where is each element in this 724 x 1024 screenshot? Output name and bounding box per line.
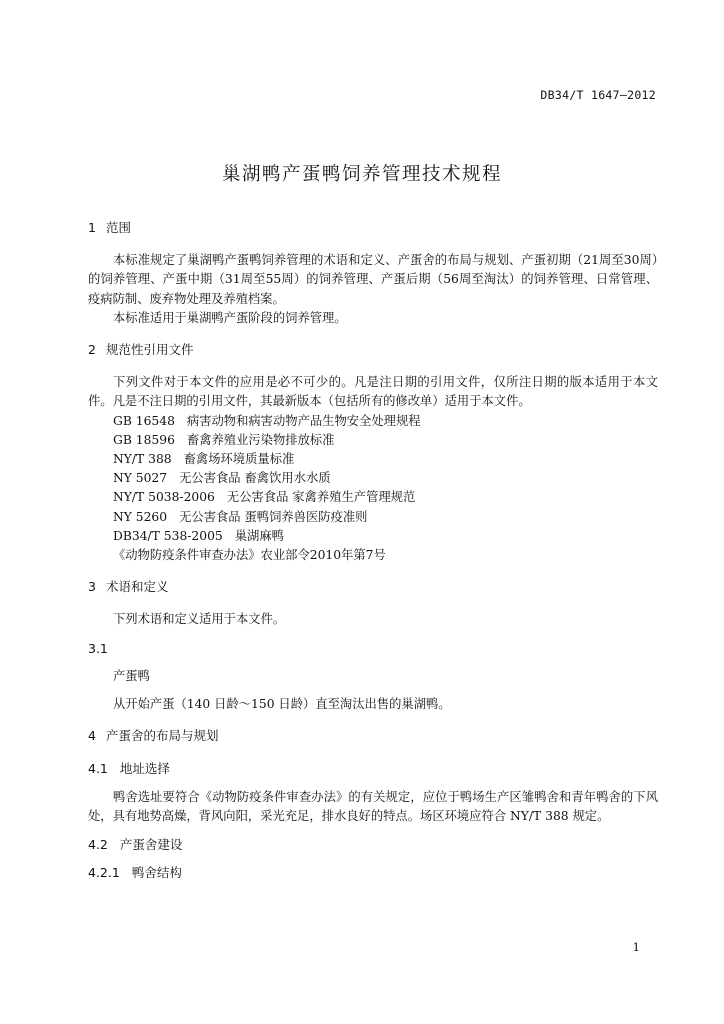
document-body <box>88 218 658 882</box>
subsection-4-1-heading <box>88 759 658 778</box>
subsection-4-2-heading <box>88 835 658 854</box>
reference-item <box>88 508 658 527</box>
reference-item <box>88 527 658 546</box>
section-2-heading <box>88 340 658 359</box>
reference-title: 无公害食品 家禽养殖生产管理规范 <box>226 490 416 505</box>
section-number: 1 <box>88 220 96 235</box>
reference-item <box>88 412 658 431</box>
section-1-heading <box>88 218 658 237</box>
reference-title: 畜禽场环境质量标准 <box>183 452 295 467</box>
subsection-title: 产蛋舍建设 <box>119 837 183 853</box>
reference-code: GB 18596 <box>113 432 175 447</box>
site-selection-paragraph: 鸭舍选址要符合《动物防疫条件审查办法》的有关规定，应位于鸭场生产区雏鸭舍和青年鸭舍的下风处，具有地势高燥，背风向阳，采光充足，排水良好的特点。场区环境应符合 NY/T 388 规定。 <box>88 789 658 823</box>
reference-item <box>88 450 658 469</box>
term-number: 3.1 <box>88 640 108 656</box>
subsection-title: 地址选择 <box>119 761 170 777</box>
reference-title: 畜禽养殖业污染物排放标准 <box>186 432 335 447</box>
subsection-number: 4.2.1 <box>88 865 120 881</box>
section-number: 4 <box>88 728 96 744</box>
reference-item <box>88 469 658 488</box>
reference-title: 巢湖麻鸭 <box>234 528 284 543</box>
section-title: 规范性引用文件 <box>106 342 194 358</box>
term-name: 产蛋鸭 <box>113 668 150 683</box>
reference-code: NY/T 5038-2006 <box>113 490 215 505</box>
term-definition: 从开始产蛋（140 日龄～150 日龄）直至淘汰出售的巢湖鸭。 <box>113 697 451 712</box>
reference-code: NY 5027 <box>113 471 168 486</box>
subsection-number: 4.2 <box>88 837 108 853</box>
reference-item <box>88 431 658 450</box>
section-4-heading <box>88 726 658 745</box>
subsection-title: 鸭舍结构 <box>131 865 182 881</box>
section-3-heading <box>88 577 658 596</box>
subsection-4-2-1-heading <box>88 863 658 882</box>
scope-paragraph: 本标准规定了巢湖鸭产蛋鸭饲养管理的术语和定义、产蛋舍的布局与规划、产蛋初期（21周至30周）的饲养管理、产蛋中期（31周至55周）的饲养管理、产蛋后期（56周至淘汰）的饲养管理、日常管理、疫病防制、废弃物处理及养殖档案。 <box>88 253 658 306</box>
references-intro: 下列文件对于本文件的应用是必不可少的。凡是注日期的引用文件，仅所注日期的版本适用于本文件。凡是不注日期的引用文件，其最新版本（包括所有的修改单）适用于本文件。 <box>88 375 658 409</box>
standard-code: DB34/T 1647—2012 <box>540 88 656 102</box>
reference-code: DB34/T 538-2005 <box>113 528 223 543</box>
reference-item-regulation: 《动物防疫条件审查办法》农业部令2010年第7号 <box>113 548 386 563</box>
section-number: 2 <box>88 342 96 358</box>
reference-item <box>88 488 658 507</box>
page-number: 1 <box>632 940 640 954</box>
scope-applicability: 本标准适用于巢湖鸭产蛋阶段的饲养管理。 <box>113 310 347 325</box>
section-title: 产蛋舍的布局与规划 <box>106 728 219 744</box>
section-title: 术语和定义 <box>106 579 169 595</box>
reference-title: 病害动物和病害动物产品生物安全处理规程 <box>186 413 421 428</box>
reference-list <box>88 412 658 566</box>
reference-title: 无公害食品 畜禽饮用水水质 <box>179 471 331 486</box>
reference-code: NY/T 388 <box>113 452 172 467</box>
document-title: 巢湖鸭产蛋鸭饲养管理技术规程 <box>221 164 502 185</box>
reference-title: 无公害食品 蛋鸭饲养兽医防疫准则 <box>179 509 368 524</box>
reference-code: GB 16548 <box>113 413 175 428</box>
subsection-number: 4.1 <box>88 761 108 777</box>
terms-intro: 下列术语和定义适用于本文件。 <box>113 612 286 627</box>
section-number: 3 <box>88 579 96 595</box>
section-title: 范围 <box>106 220 132 235</box>
reference-code: NY 5260 <box>113 509 168 524</box>
